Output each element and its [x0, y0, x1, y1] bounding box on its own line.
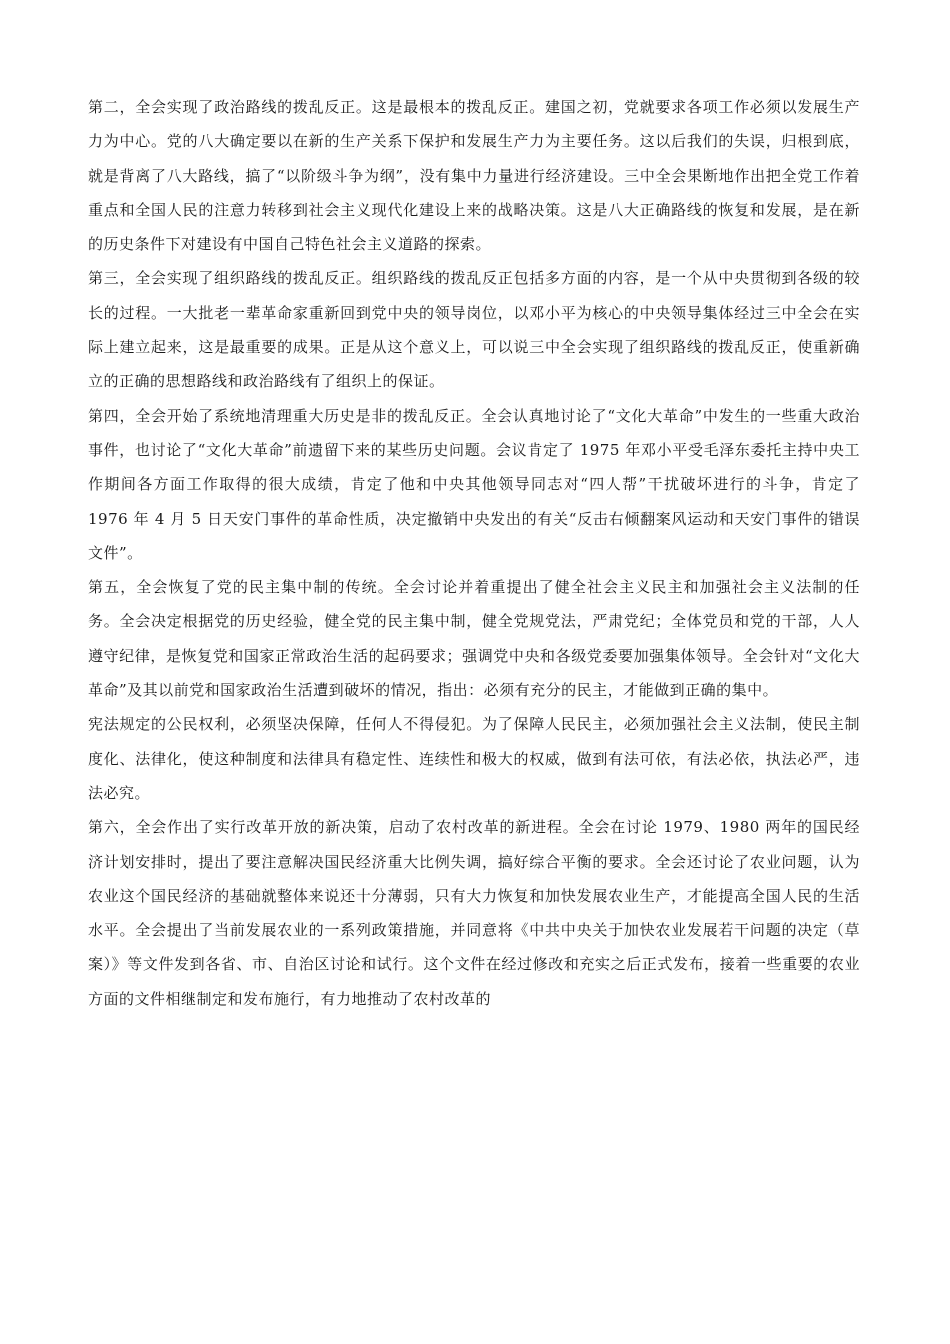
- document-body: [88, 90, 860, 1016]
- paragraph-sixth: 第六，全会作出了实行改革开放的新决策，启动了农村改革的新进程。全会在讨论 1979、1980 两年的国民经济计划安排时，提出了要注意解决国民经济重大比例失调，搞好综合平衡的要求。全会还讨论了农业问题，认为农业这个国民经济的基础就整体来说还十分薄弱，只有大力恢复和加快发展农业生产，才能提高全国人民的生活水平。全会提出了当前发展农业的一系列政策措施，并同意将《中共中央关于加快农业发展若干问题的决定（草案）》等文件发到各省、市、自治区讨论和试行。这个文件在经过修改和充实之后正式发布，接着一些重要的农业方面的文件相继制定和发布施行，有力地推动了农村改革的: [88, 818, 860, 1008]
- paragraph-fifth: 第五，全会恢复了党的民主集中制的传统。全会讨论并着重提出了健全社会主义民主和加强社会主义法制的任务。全会决定根据党的历史经验，健全党的民主集中制，健全党规党法，严肃党纪；全体党员和党的干部，人人遵守纪律，是恢复党和国家正常政治生活的起码要求；强调党中央和各级党委要加强集体领导。全会针对“文化大革命”及其以前党和国家政治生活遭到破坏的情况，指出：必须有充分的民主，才能做到正确的集中。: [88, 578, 860, 700]
- paragraph-second: 第二，全会实现了政治路线的拨乱反正。这是最根本的拨乱反正。建国之初，党就要求各项工作必须以发展生产力为中心。党的八大确定要以在新的生产关系下保护和发展生产力为主要任务。这以后我们的失误，归根到底，就是背离了八大路线，搞了“以阶级斗争为纲”，没有集中力量进行经济建设。三中全会果断地作出把全党工作着重点和全国人民的注意力转移到社会主义现代化建设上来的战略决策。这是八大正确路线的恢复和发展，是在新的历史条件下对建设有中国自己特色社会主义道路的探索。: [88, 98, 860, 254]
- paragraph-third: 第三，全会实现了组织路线的拨乱反正。组织路线的拨乱反正包括多方面的内容，是一个从中央贯彻到各级的较长的过程。一大批老一辈革命家重新回到党中央的领导岗位，以邓小平为核心的中央领导集体经过三中全会在实际上建立起来，这是最重要的成果。正是从这个意义上，可以说三中全会实现了组织路线的拨乱反正，使重新确立的正确的思想路线和政治路线有了组织上的保证。: [88, 269, 860, 391]
- paragraph-fourth: 第四，全会开始了系统地清理重大历史是非的拨乱反正。全会认真地讨论了“文化大革命”中发生的一些重大政治事件，也讨论了“文化大革命”前遗留下来的某些历史问题。会议肯定了 1975 年邓小平受毛泽东委托主持中央工作期间各方面工作取得的很大成绩，肯定了他和中央其他领导同志对“四人帮”干扰破坏进行的斗争，肯定了 1976 年 4 月 5 日天安门事件的革命性质，决定撤销中央发出的有关“反击右倾翻案风运动和天安门事件的错误文件”。: [88, 406, 860, 562]
- paragraph-constitution: 宪法规定的公民权利，必须坚决保障，任何人不得侵犯。为了保障人民民主，必须加强社会主义法制，使民主制度化、法律化，使这种制度和法律具有稳定性、连续性和极大的权威，做到有法可依，有法必依，执法必严，违法必究。: [88, 715, 860, 802]
